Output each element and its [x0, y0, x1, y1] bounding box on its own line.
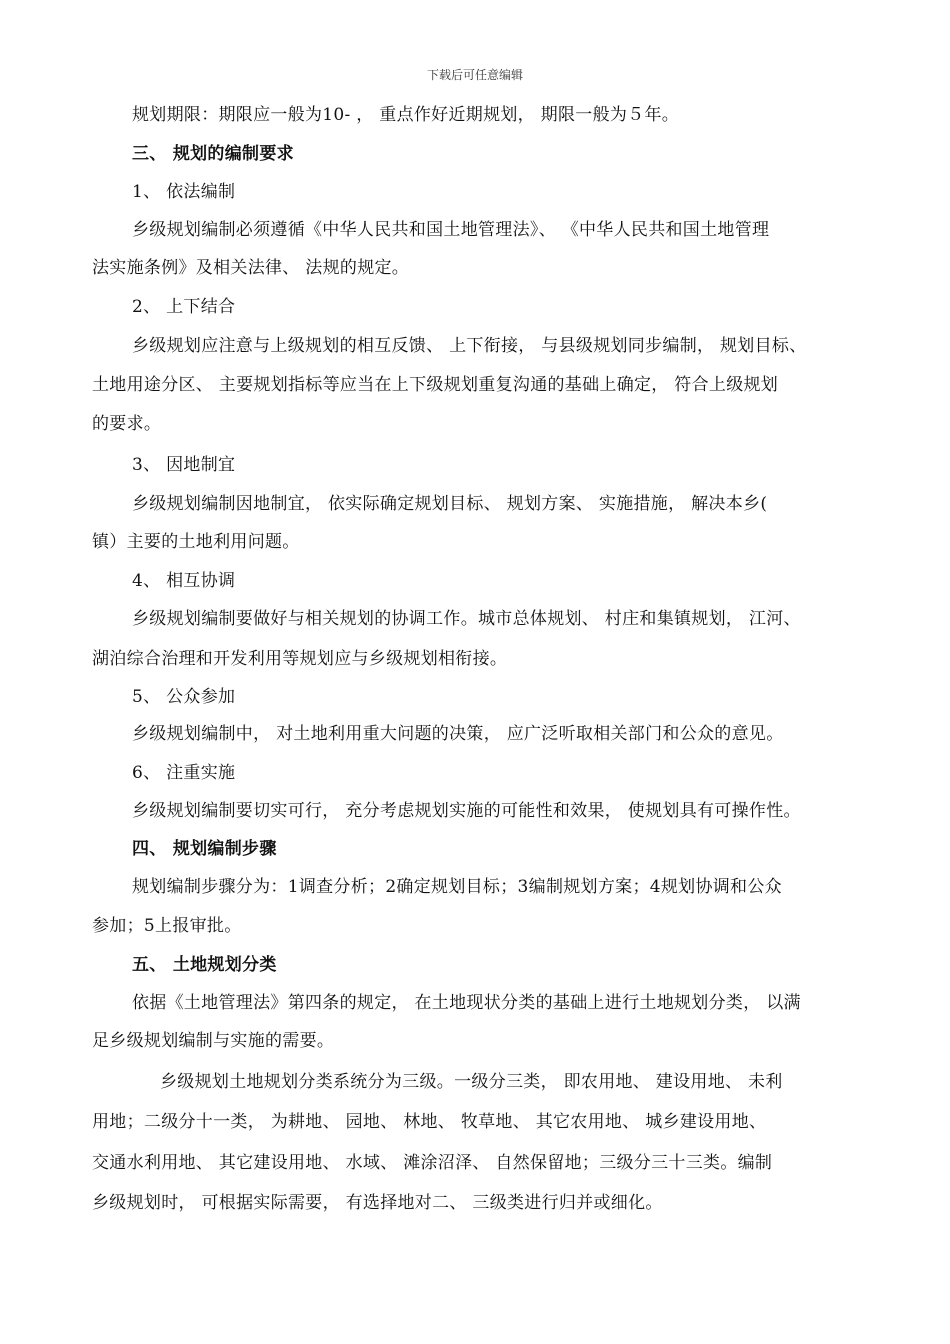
paragraph-line: 乡级规划编制要做好与相关规划的协调工作。城市总体规划、 村庄和集镇规划， 江河、 [132, 609, 801, 629]
subheading-4: 4、 相互协调 [132, 571, 236, 591]
page-header: 下载后可任意编辑 [426, 68, 523, 82]
paragraph-line: 乡级规划土地规划分类系统分为三级。一级分三类， 即农用地、 建设用地、 未利 [160, 1072, 783, 1092]
paragraph-line: 乡级规划编制因地制宜， 依实际确定规划目标、 规划方案、 实施措施， 解决本乡( [132, 494, 768, 514]
paragraph-line: 用地；二级分十一类， 为耕地、 园地、 林地、 牧草地、 其它农用地、 城乡建设用地、 [92, 1112, 767, 1132]
paragraph-line: 乡级规划编制中， 对土地利用重大问题的决策， 应广泛听取相关部门和公众的意见。 [132, 724, 784, 744]
section-heading-3: 三、 规划的编制要求 [132, 144, 294, 164]
paragraph-line: 乡级规划编制要切实可行， 充分考虑规划实施的可能性和效果， 使规划具有可操作性。 [132, 801, 801, 821]
paragraph-line: 湖泊综合治理和开发利用等规划应与乡级规划相衔接。 [92, 649, 508, 669]
paragraph-line: 规划编制步骤分为：1调查分析；2确定规划目标；3编制规划方案；4规划协调和公众 [132, 877, 782, 897]
paragraph-line: 法实施条例》及相关法律、 法规的规定。 [92, 258, 410, 278]
paragraph-line: 镇）主要的土地利用问题。 [92, 532, 300, 552]
paragraph-line: 足乡级规划编制与实施的需要。 [92, 1031, 335, 1051]
subheading-2: 2、 上下结合 [132, 297, 236, 317]
subheading-1: 1、 依法编制 [132, 182, 236, 202]
paragraph-line: 规划期限：期限应一般为10- ， 重点作好近期规划， 期限一般为５年。 [132, 105, 680, 125]
paragraph-line: 依据《土地管理法》第四条的规定， 在土地现状分类的基础上进行土地规划分类， 以满 [132, 993, 801, 1013]
section-heading-5: 五、 土地规划分类 [132, 955, 277, 975]
paragraph-line: 参加；5上报审批。 [92, 916, 242, 936]
paragraph-line: 的要求。 [92, 414, 162, 434]
subheading-5: 5、 公众参加 [132, 687, 236, 707]
paragraph-line: 交通水利用地、 其它建设用地、 水域、 滩涂沼泽、 自然保留地；三级分三十三类。编制 [92, 1153, 773, 1173]
paragraph-line: 乡级规划应注意与上级规划的相互反馈、 上下衔接， 与县级规划同步编制， 规划目标、 [132, 336, 807, 356]
subheading-3: 3、 因地制宜 [132, 455, 236, 475]
paragraph-line: 乡级规划编制必须遵循《中华人民共和国土地管理法》、 《中华人民共和国土地管理 [132, 220, 770, 240]
paragraph-line: 乡级规划时， 可根据实际需要， 有选择地对二、 三级类进行归并或细化。 [92, 1193, 663, 1213]
paragraph-line: 土地用途分区、 主要规划指标等应当在上下级规划重复沟通的基础上确定， 符合上级规划 [92, 375, 779, 395]
section-heading-4: 四、 规划编制步骤 [132, 839, 277, 859]
subheading-6: 6、 注重实施 [132, 763, 236, 783]
